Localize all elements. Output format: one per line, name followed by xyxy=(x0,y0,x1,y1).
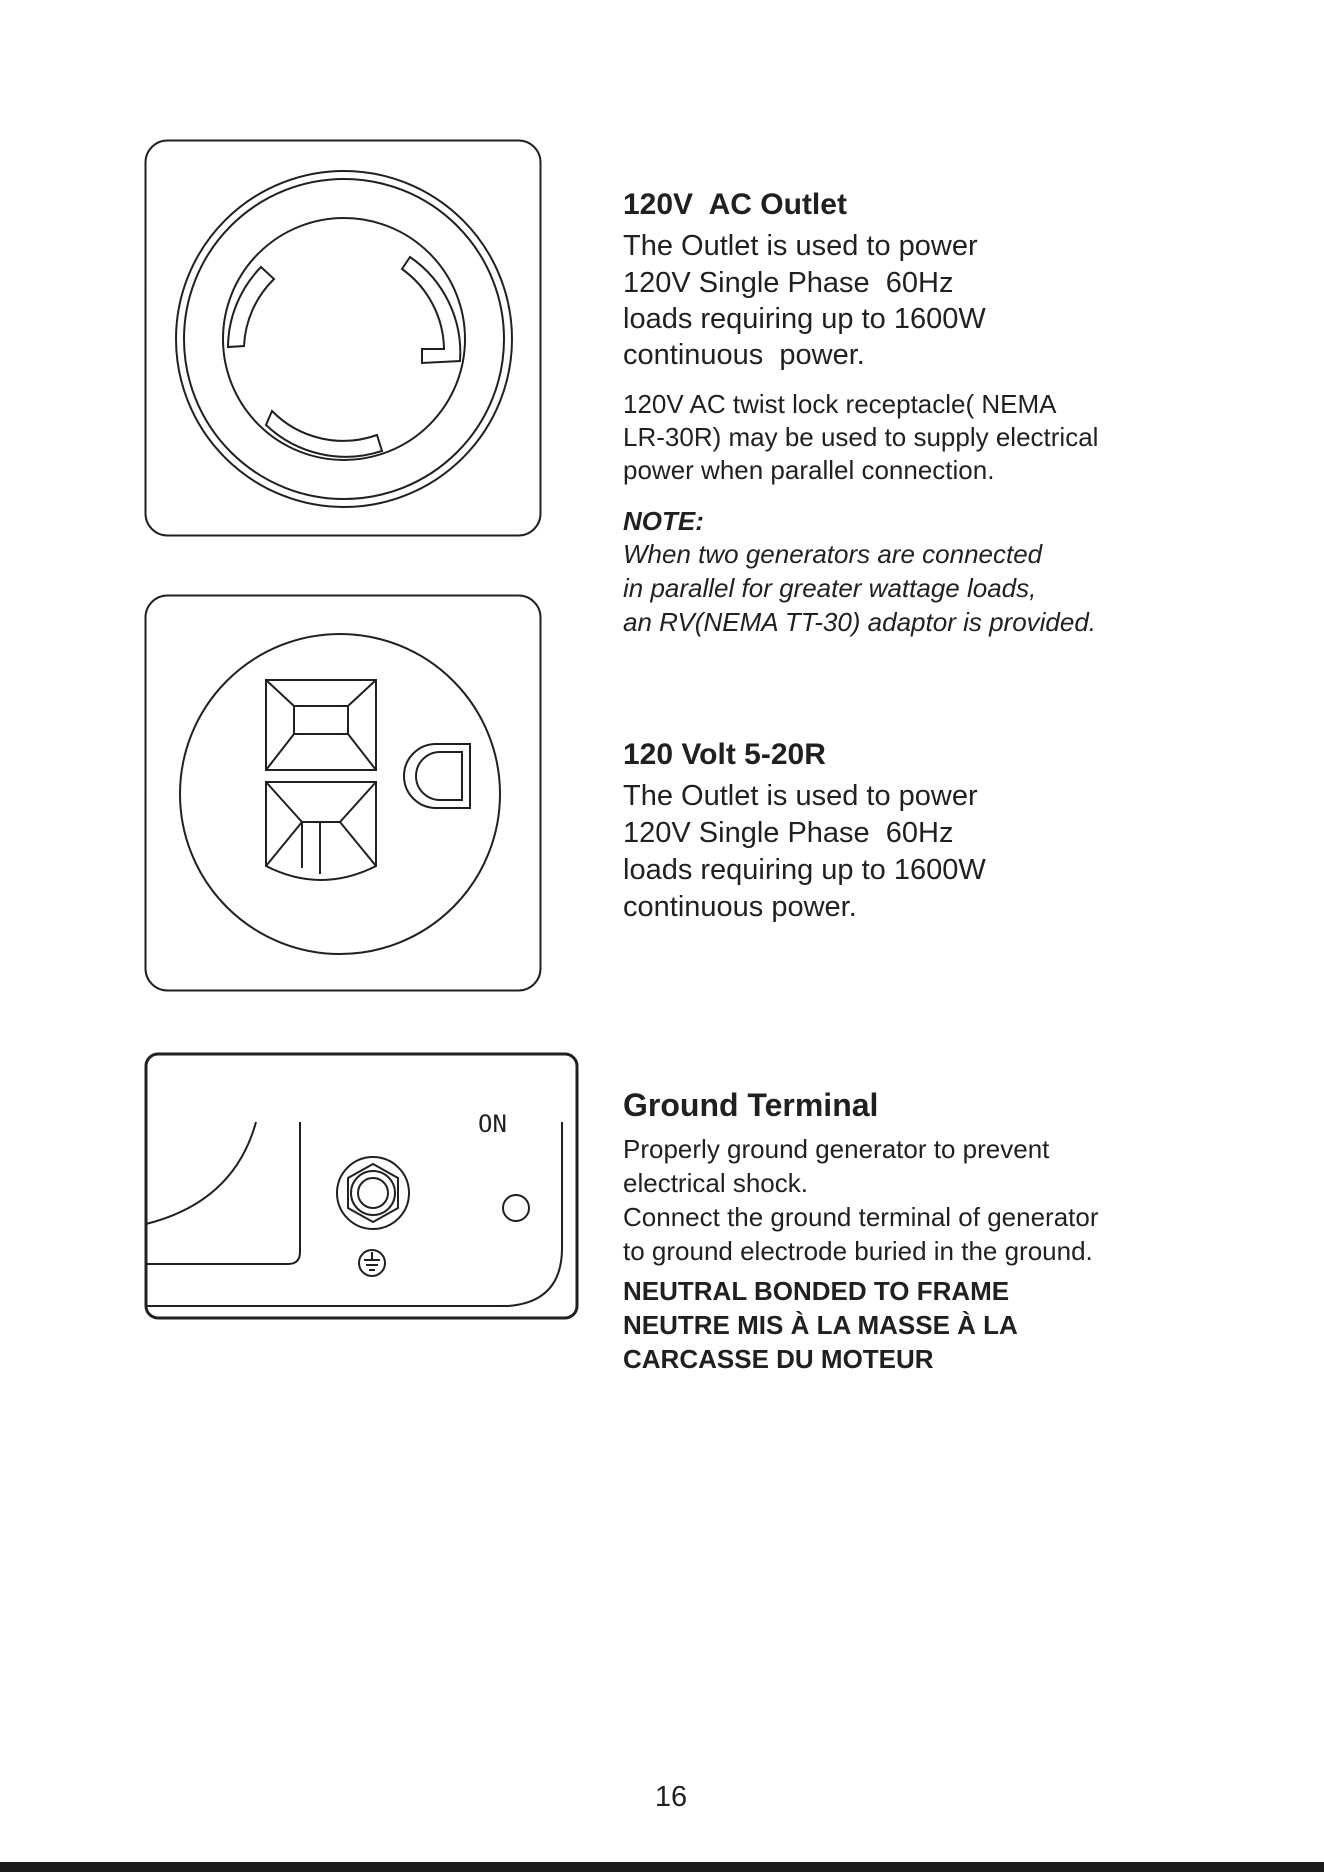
note-line: in parallel for greater wattage loads, xyxy=(623,573,1037,603)
warning-line: CARCASSE DU MOTEUR xyxy=(623,1344,934,1374)
note-line: an RV(NEMA TT-30) adaptor is provided. xyxy=(623,607,1097,637)
bottom-rule xyxy=(0,1862,1324,1872)
note-label: NOTE: xyxy=(623,506,704,536)
desc-line: continuous power. xyxy=(623,339,865,371)
section-ac-outlet xyxy=(623,188,1283,639)
desc-line: continuous power. xyxy=(623,891,857,923)
extra-line: LR-30R) may be used to supply electrical xyxy=(623,422,1099,452)
page-number: 16 xyxy=(654,1781,688,1813)
warning-line: NEUTRE MIS À LA MASSE À LA xyxy=(623,1310,1018,1340)
nema-5-20r-receptacle-icon xyxy=(144,594,542,992)
earth-ground-symbol-icon xyxy=(359,1250,385,1276)
desc-line: Properly ground generator to prevent xyxy=(623,1134,1050,1164)
section-heading: 120V AC Outlet xyxy=(623,188,847,221)
section-heading: 120 Volt 5-20R xyxy=(623,738,826,771)
twist-lock-receptacle-icon xyxy=(144,139,542,537)
desc-line: 120V Single Phase 60Hz xyxy=(623,817,954,849)
extra-line: power when parallel connection. xyxy=(623,455,995,485)
ground-terminal-panel xyxy=(144,1052,580,1322)
desc-line: The Outlet is used to power xyxy=(623,780,978,812)
desc-line: to ground electrode buried in the ground. xyxy=(623,1236,1093,1266)
panel-on-label: ON xyxy=(478,1110,507,1138)
desc-line: The Outlet is used to power xyxy=(623,230,978,262)
desc-line: Connect the ground terminal of generator xyxy=(623,1202,1099,1232)
desc-line: loads requiring up to 1600W xyxy=(623,854,986,886)
nema-5-20r-receptacle-figure xyxy=(144,594,542,992)
desc-line: electrical shock. xyxy=(623,1168,808,1198)
desc-line: loads requiring up to 1600W xyxy=(623,303,986,335)
warning-line: NEUTRAL BONDED TO FRAME xyxy=(623,1276,1010,1306)
section-ground-terminal xyxy=(623,1088,1303,1376)
ground-terminal-figure xyxy=(144,1052,580,1322)
note-line: When two generators are connected xyxy=(623,539,1043,569)
twist-lock-receptacle-figure xyxy=(144,139,542,537)
desc-line: 120V Single Phase 60Hz xyxy=(623,267,954,299)
extra-line: 120V AC twist lock receptacle( NEMA xyxy=(623,389,1057,419)
section-heading: Ground Terminal xyxy=(623,1087,879,1123)
section-5-20r xyxy=(623,738,1283,926)
ground-terminal-icon xyxy=(337,1157,409,1229)
